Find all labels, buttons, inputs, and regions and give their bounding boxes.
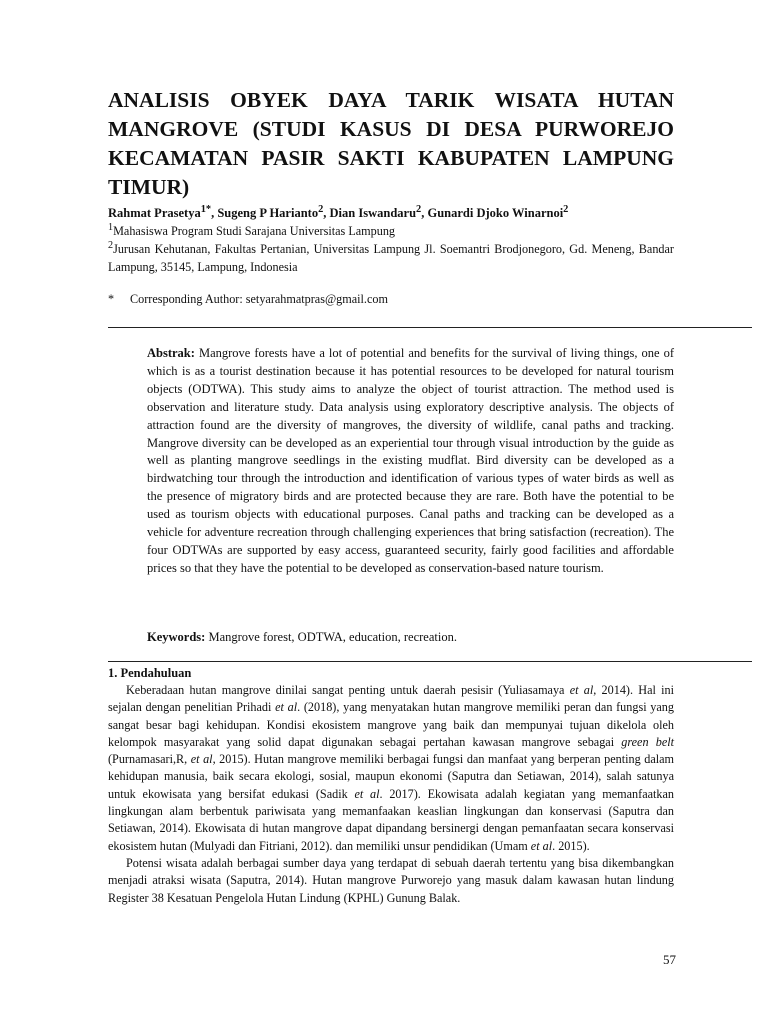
keywords xyxy=(147,628,674,646)
text-run: Keberadaan hutan mangrove dinilai sangat penting untuk daerah pesisir (Yuliasamaya xyxy=(126,683,570,697)
affiliation-1-marker: 1 xyxy=(108,222,114,233)
affiliation-2-marker: 2 xyxy=(108,240,114,251)
author-name: Dian Iswandaru xyxy=(329,206,417,221)
author-name: Gunardi Djoko Winarnoi xyxy=(427,206,564,221)
italic-run: et al xyxy=(569,683,594,697)
author-name: Rahmat Prasetya xyxy=(108,206,201,221)
keywords-label: Keywords: xyxy=(147,630,206,644)
corresponding-marker: * xyxy=(108,292,115,306)
paper-title: ANALISIS OBYEK DAYA TARIK WISATA HUTAN MANGROVE (STUDI KASUS DI DESA PURWOREJO KECAMATAN PASIR SAKTI KABUPATEN LAMPUNG TIMUR) xyxy=(108,88,674,199)
author-affiliation-marker: 2 xyxy=(563,204,569,215)
text-run: . 2015). xyxy=(552,838,590,853)
section-heading: 1. Pendahuluan xyxy=(108,666,192,680)
text-run: . 2017). Ekowisata adalah kegiatan yang memanfaatkan lingkungan alam berbentuk pariwisata yang memanfaakan keaslian lingkungan dan konservasi (Saputra dan Setiawan, 2014). Ekowisata di hutan mangrove dapat dipandang bersinergi dengan pemanfaatan secara konservasi ekosistem hutan (Mulyadi dan Fitriani, 2012). dan memiliki unsur pendidikan (Umam xyxy=(108,786,674,853)
affiliation-2-text: Jurusan Kehutanan, Fakultas Pertanian, Universitas Lampung Jl. Soemantri Brodjonegoro, Gd. Meneng, Bandar Lampung, 35145, Lampung, Indonesia xyxy=(108,242,674,275)
affiliation-2 xyxy=(108,237,674,276)
italic-run: et al xyxy=(275,700,298,715)
corresponding-author xyxy=(108,290,388,308)
affiliation-1-text: Mahasiswa Program Studi Sarajana Universitas Lampung xyxy=(113,224,396,239)
italic-run: et al xyxy=(530,838,553,853)
divider-section xyxy=(108,661,752,662)
abstract-text: Mangrove forests have a lot of potential and benefits for the survival of living things, one of which is as a tourist destination because it has potential resources to be developed for natural tourism objects (ODTWA). This study aims to analyze the object of tourist attraction. The method used is observation and literature study. Data analysis using exploratory descriptive analysis. The objects of attraction found are the diversity of mangroves, the diversity of wildlife, canal paths and tracking. Mangrove diversity can be developed as an experiential tour through visual introduction by the guide as well as planting mangrove seedlings in the existing mudflat. Bird diversity can be developed as a birdwatching tour through the introduction and identification of various types of water birds as well as the presence of migratory birds and are protected because they are rare. Both have the potential to be used as tourism objects with educational purposes. Canal paths and tracking can be developed as a vehicle for adventure recreation through challenging experiences that bring satisfaction (recreation). The four ODTWAs are supported by easy access, guaranteed security, fairly good facilities and affordable prices so that they have the potential to be developed as conservation-based nature tourism. xyxy=(147,346,675,575)
page-number: 57 xyxy=(663,952,676,967)
text-run: 2015). Hutan mangrove memiliki berbagai fungsi dan manfaat yang berperan penting dalam kehidupan manusia, baik secara ekologi, sosial, maupun ekonomi (Saputra dan Setiawan, 2014), salah satunya untuk ekowisata yang bersifat edukasi (Sadik xyxy=(108,752,675,801)
corresponding-text: Corresponding Author: setyarahmatpras@gmail.com xyxy=(130,292,388,306)
text-run: Potensi wisata adalah berbagai sumber daya yang terdapat di sebuah daerah tertentu yang bisa dikembangkan menjadi atraksi wisata (Saputra, 2014). Hutan mangrove Purworejo yang masuk dalam kawasan hutan lindung Register 38 Kesatuan Pengelola Hutan Lindung (KPHL) Gunung Balak. xyxy=(108,855,674,905)
text-run: , 2014). Hal ini sejalan dengan penelitian Prihadi xyxy=(108,683,674,715)
author-list: Rahmat Prasetya$^{1*}$, Sugeng P Harianto$^2$, Dian Iswandaru$^2$, Gunardi Djoko Winarnoi$^2$ xyxy=(108,204,569,221)
italic-run: et al, xyxy=(190,752,216,767)
author-affiliation-marker: 1* xyxy=(200,204,212,215)
author-affiliation-marker: 2 xyxy=(416,204,422,215)
author-affiliation-marker: 2 xyxy=(318,204,324,215)
keywords-text: Mangrove forest, ODTWA, education, recreation. xyxy=(208,630,457,644)
divider-top xyxy=(108,327,752,328)
paragraph xyxy=(108,855,674,907)
italic-run: et al xyxy=(354,786,380,801)
italic-run: green belt xyxy=(621,734,674,749)
section-body xyxy=(108,682,674,907)
paragraph xyxy=(108,682,674,855)
author-name: Sugeng P Harianto xyxy=(217,206,319,221)
abstract xyxy=(147,345,674,578)
text-run: . (2018), yang menyatakan hutan mangrove memiliki peran dan fungsi yang sangat besar bagi kehidupan. Kondisi ekosistem mangrove yang baik dan mempunyai tujuan dikelola oleh kelompok masyarakat yang solid dapat digunakan sebagai pertahan kawasan mangrove sebagai xyxy=(108,700,674,749)
text-run: (Purnamasari,R, xyxy=(108,752,191,767)
abstract-label: Abstrak: xyxy=(147,346,195,360)
